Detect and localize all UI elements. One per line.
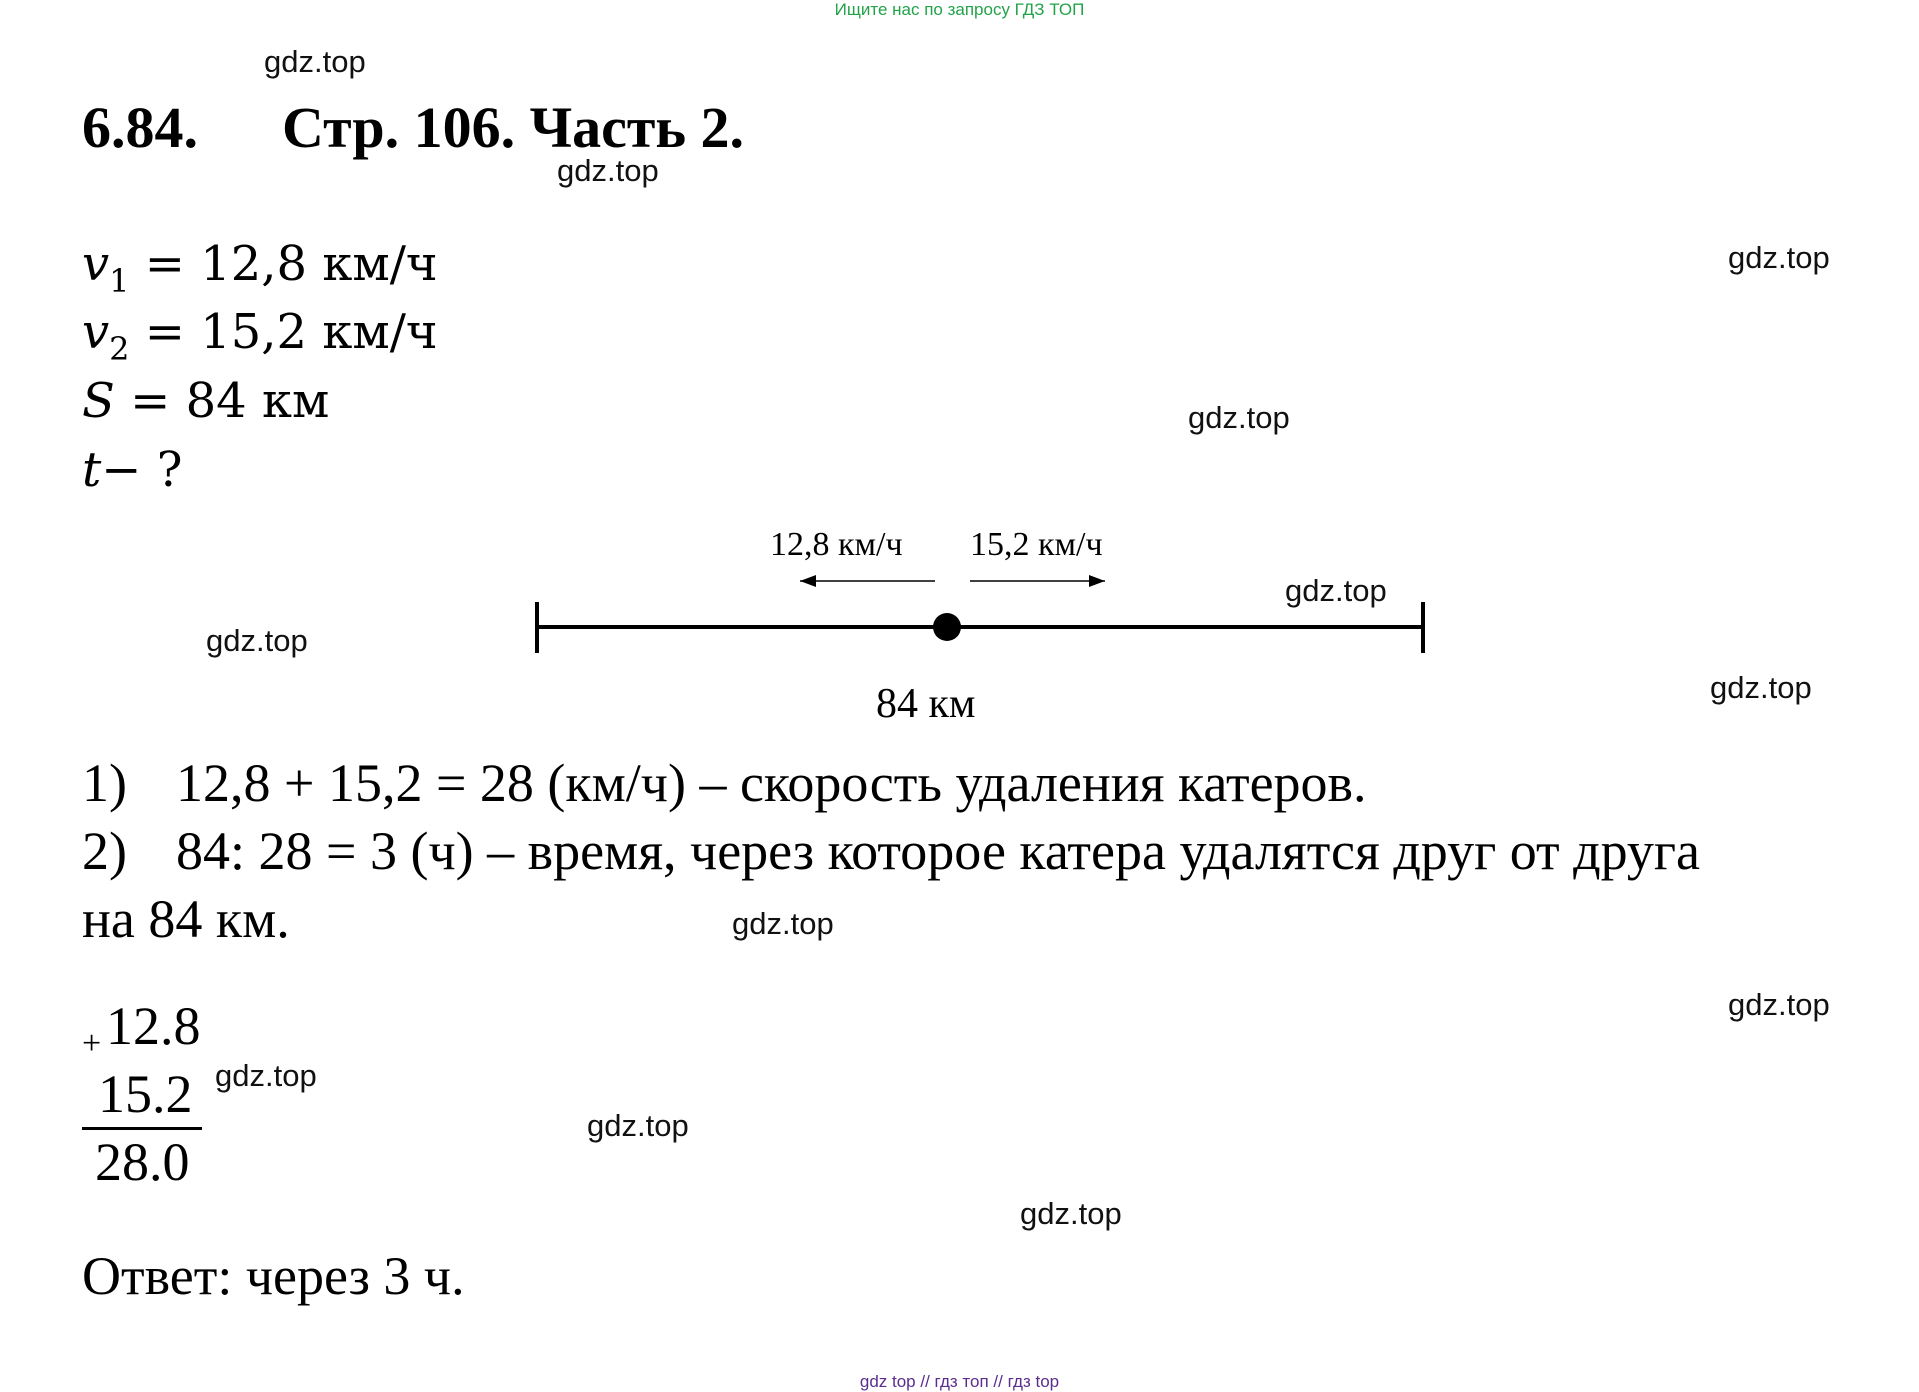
solution-step-2 [82,820,1700,882]
watermark: gdz.top [1020,1196,1122,1231]
left-speed-label: 12,8 км/ч [770,526,903,563]
step-1-text: 12,8 + 15,2 = 28 (км/ч) – скорость удаления катеров. [176,753,1367,813]
step-2-number: 2) [82,821,127,881]
watermark: gdz.top [587,1108,689,1143]
footer-link[interactable]: гдз top [1007,1372,1060,1391]
footer-separator: // [993,1372,1003,1391]
solution-step-1 [82,752,1367,814]
v1-value: = 12,8 км/ч [129,236,438,292]
footer-link[interactable]: gdz top [859,1372,916,1391]
watermark: gdz.top [557,153,659,188]
addend-2: 15.2 [98,1064,193,1124]
t-symbol: t [82,442,102,498]
sum-line [82,1127,202,1130]
given-v2 [82,304,438,368]
watermark: gdz.top [215,1058,317,1093]
step-1-number: 1) [82,753,127,813]
watermark: gdz.top [264,44,366,79]
given-distance [82,373,330,429]
right-arrow-head [1089,575,1105,587]
plus-sign: + [82,1025,102,1062]
left-arrow-head [800,575,816,587]
s-symbol: S [82,373,115,429]
distance-diagram [520,565,1440,670]
step-2-text: 84: 28 = 3 (ч) – время, через которое катера удалятся друг от друга [176,821,1700,881]
v2-subscript: 2 [109,330,130,368]
s-value: = 84 км [114,373,330,429]
v1-symbol: v [82,236,110,292]
watermark: gdz.top [732,906,834,941]
answer: Ответ: через 3 ч. [82,1246,465,1306]
watermark: gdz.top [1728,240,1830,275]
page-title: Стр. 106. Часть 2. [282,95,745,160]
footer-separator: // [920,1372,930,1391]
t-value: − ? [101,442,183,498]
footer-link[interactable]: гдз топ [934,1372,989,1391]
right-speed-label: 15,2 км/ч [970,526,1103,563]
watermark: gdz.top [1285,573,1387,608]
given-time [82,442,183,498]
distance-label: 84 км [876,681,976,727]
watermark: gdz.top [206,623,308,658]
given-v1 [82,236,438,300]
watermark: gdz.top [1188,400,1290,435]
v2-value: = 15,2 км/ч [129,304,438,360]
solution-step-2-continued: на 84 км. [82,889,290,949]
task-number: 6.84. [82,95,198,160]
top-banner: Ищите нас по запросу ГДЗ ТОП [834,0,1085,19]
v2-symbol: v [82,304,110,360]
start-point [933,613,961,641]
addend-1: 12.8 [106,996,201,1056]
sum: 28.0 [95,1132,190,1192]
watermark: gdz.top [1710,670,1812,705]
footer-links [0,1372,1919,1392]
v1-subscript: 1 [109,262,130,300]
watermark: gdz.top [1728,987,1830,1022]
